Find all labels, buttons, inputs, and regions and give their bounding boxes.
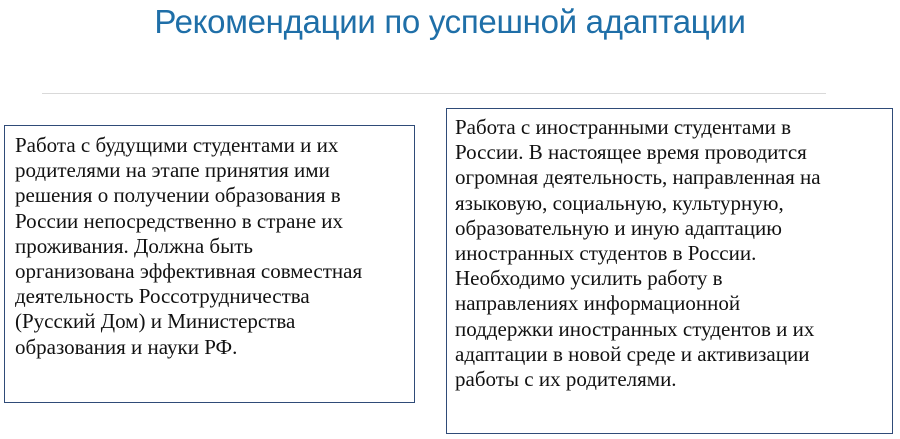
slide-title: Рекомендации по успешной адаптации (154, 3, 746, 40)
left-text-block: Работа с будущими студентами и их родителями на этапе принятия ими решения о получении образования в России непосредственно в стране их проживания. Должна быть организована эффективная совместная деятельность Россотрудничества (Русский Дом) и Министерства образования и науки РФ. (4, 125, 415, 403)
title-divider (42, 93, 826, 94)
right-text-block: Работа с иностранными студентами в России. В настоящее время проводится огромная деятельность, направленная на языковую, социальную, культурную, образовательную и иную адаптацию иностранных студентов в России. Необходимо усилить работу в направлениях информационной поддержки иностранных студентов и их адаптации в новой среде и активизации работы с их родителями. (446, 108, 893, 434)
